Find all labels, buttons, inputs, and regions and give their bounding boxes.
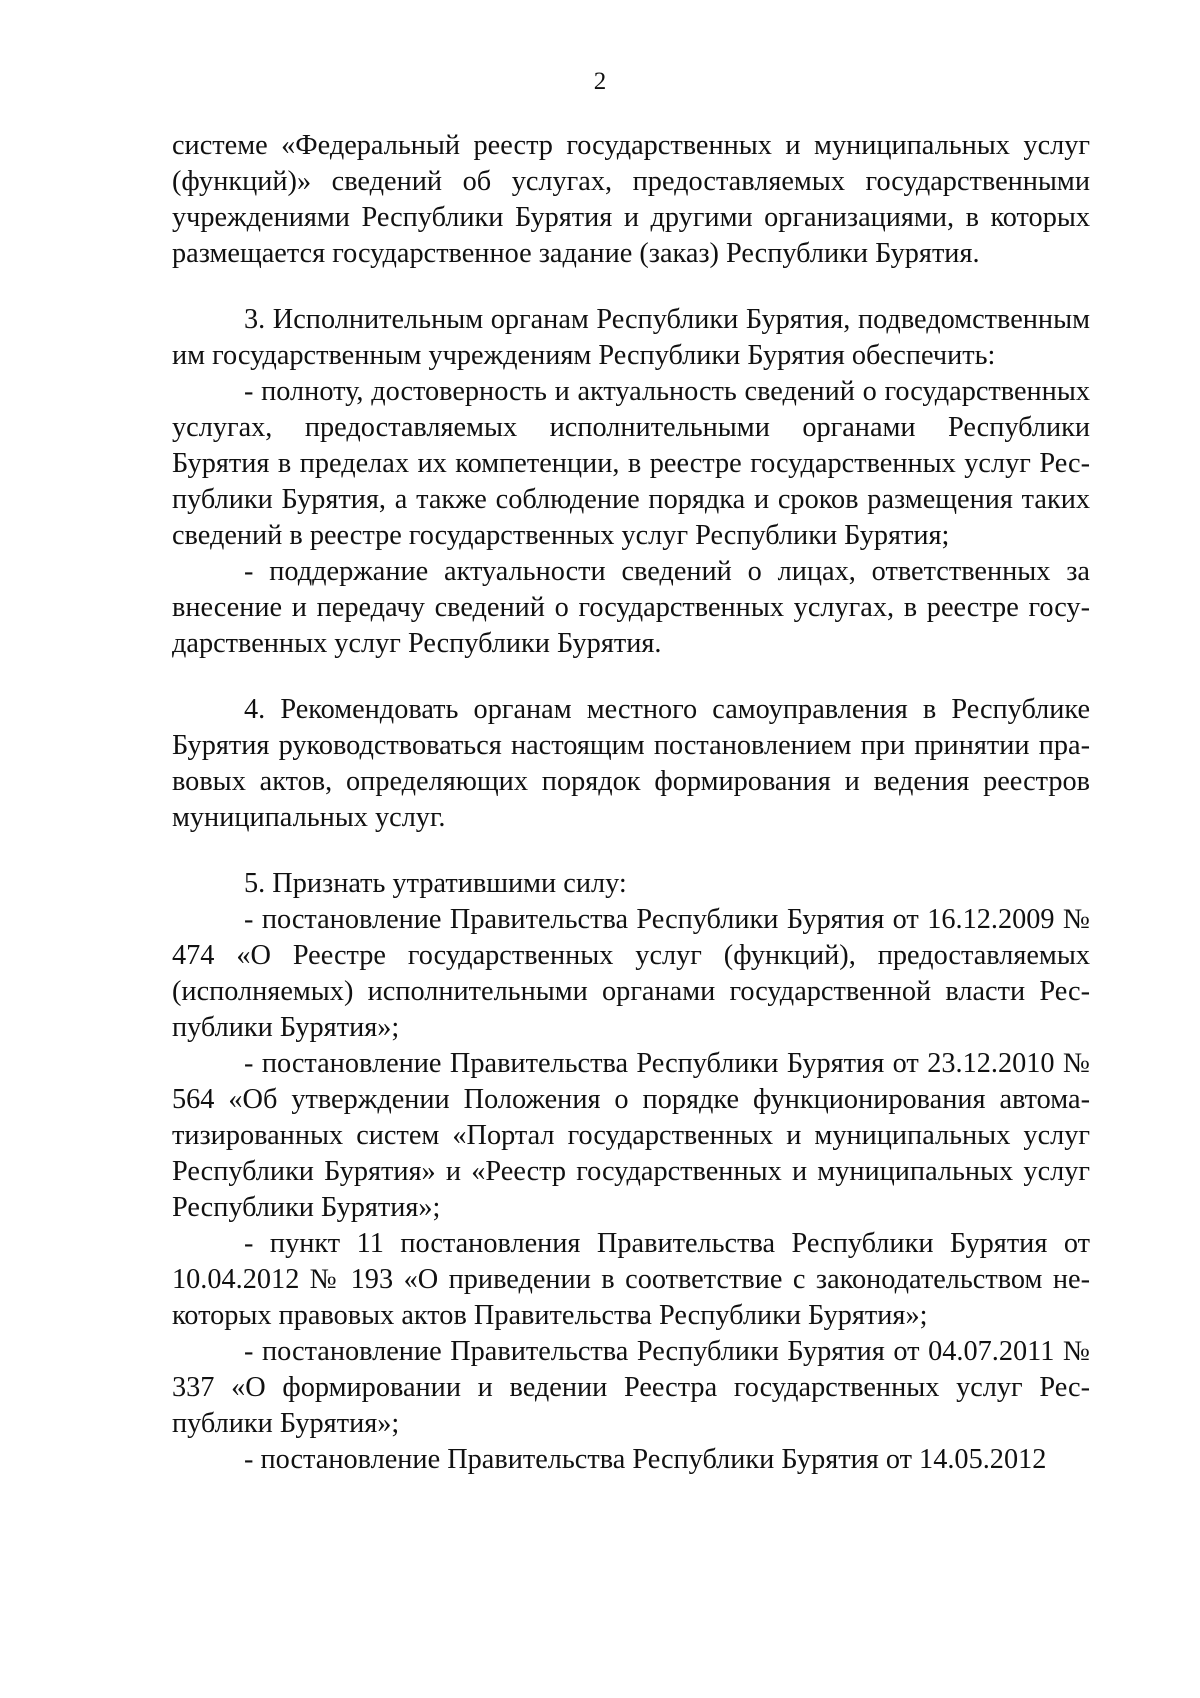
paragraph-item-3-bullet-1: - полноту, достоверность и актуальность сведений о государственных услугах, предоставляемых исполнительными органами Республики Бурятия в пределах их компетенции, в реестре государственных услуг Республики Бурятия, а также соблюдение порядка и сроков размещения таких сведений в реестре государственных услуг Республики Бурятия; bbox=[172, 376, 1090, 551]
paragraph-item-4: 4. Рекомендовать органам местного самоуправления в Республике Бурятия руководствоваться настоящим постановлением при принятии правовых актов, определяющих порядок формирования и ведения реестров муниципальных услуг. bbox=[172, 694, 1090, 833]
paragraph-continuation: системе «Федеральный реестр государственных и муниципальных услуг (функций)» сведений об услугах, предоставляемых государственными учреждениями Республики Бурятия и другими организациями, в которых размещается государственное задание (заказ) Республики Бурятия. bbox=[172, 130, 1090, 269]
document-body bbox=[172, 128, 1090, 1478]
paragraph-item-3-bullet-2: - поддержание актуальности сведений о лицах, ответственных за внесение и передачу сведений о государственных услугах, в реестре государственных услуг Республики Бурятия. bbox=[172, 556, 1090, 659]
paragraph-gap bbox=[172, 662, 1090, 692]
paragraph-item-5-bullet-1: - постановление Правительства Республики Бурятия от 16.12.2009 № 474 «О Реестре государственных услуг (функций), предоставляемых (исполняемых) исполнительными органами государственной власти Республики Бурятия»; bbox=[172, 904, 1090, 1043]
paragraph-item-5-bullet-4: - постановление Правительства Республики Бурятия от 04.07.2011 № 337 «О формировании и ведении Реестра государственных услуг Республики Бурятия»; bbox=[172, 1336, 1090, 1439]
paragraph-item-5-bullet-5: - постановление Правительства Республики Бурятия от 14.05.2012 bbox=[244, 1444, 1047, 1475]
paragraph-gap bbox=[172, 272, 1090, 302]
paragraph-gap bbox=[172, 836, 1090, 866]
paragraph-item-5-bullet-2: - постановление Правительства Республики Бурятия от 23.12.2010 № 564 «Об утверждении Положения о порядке функционирования автоматизированных систем «Портал государственных и муниципальных услуг Республики Бурятия» и «Реестр государственных и муниципальных услуг Республики Бурятия»; bbox=[172, 1048, 1090, 1223]
page-number: 2 bbox=[593, 68, 607, 95]
paragraph-item-3: 3. Исполнительным органам Республики Бурятия, подведомственным им государственным учреждениям Республики Бурятия обеспечить: bbox=[172, 304, 1090, 371]
paragraph-item-5: 5. Признать утратившими силу: bbox=[244, 868, 627, 899]
paragraph-item-5-bullet-3: - пункт 11 постановления Правительства Республики Бурятия от 10.04.2012 № 193 «О приведении в соответствие с законодательством некоторых правовых актов Правительства Республики Бурятия»; bbox=[172, 1228, 1090, 1331]
